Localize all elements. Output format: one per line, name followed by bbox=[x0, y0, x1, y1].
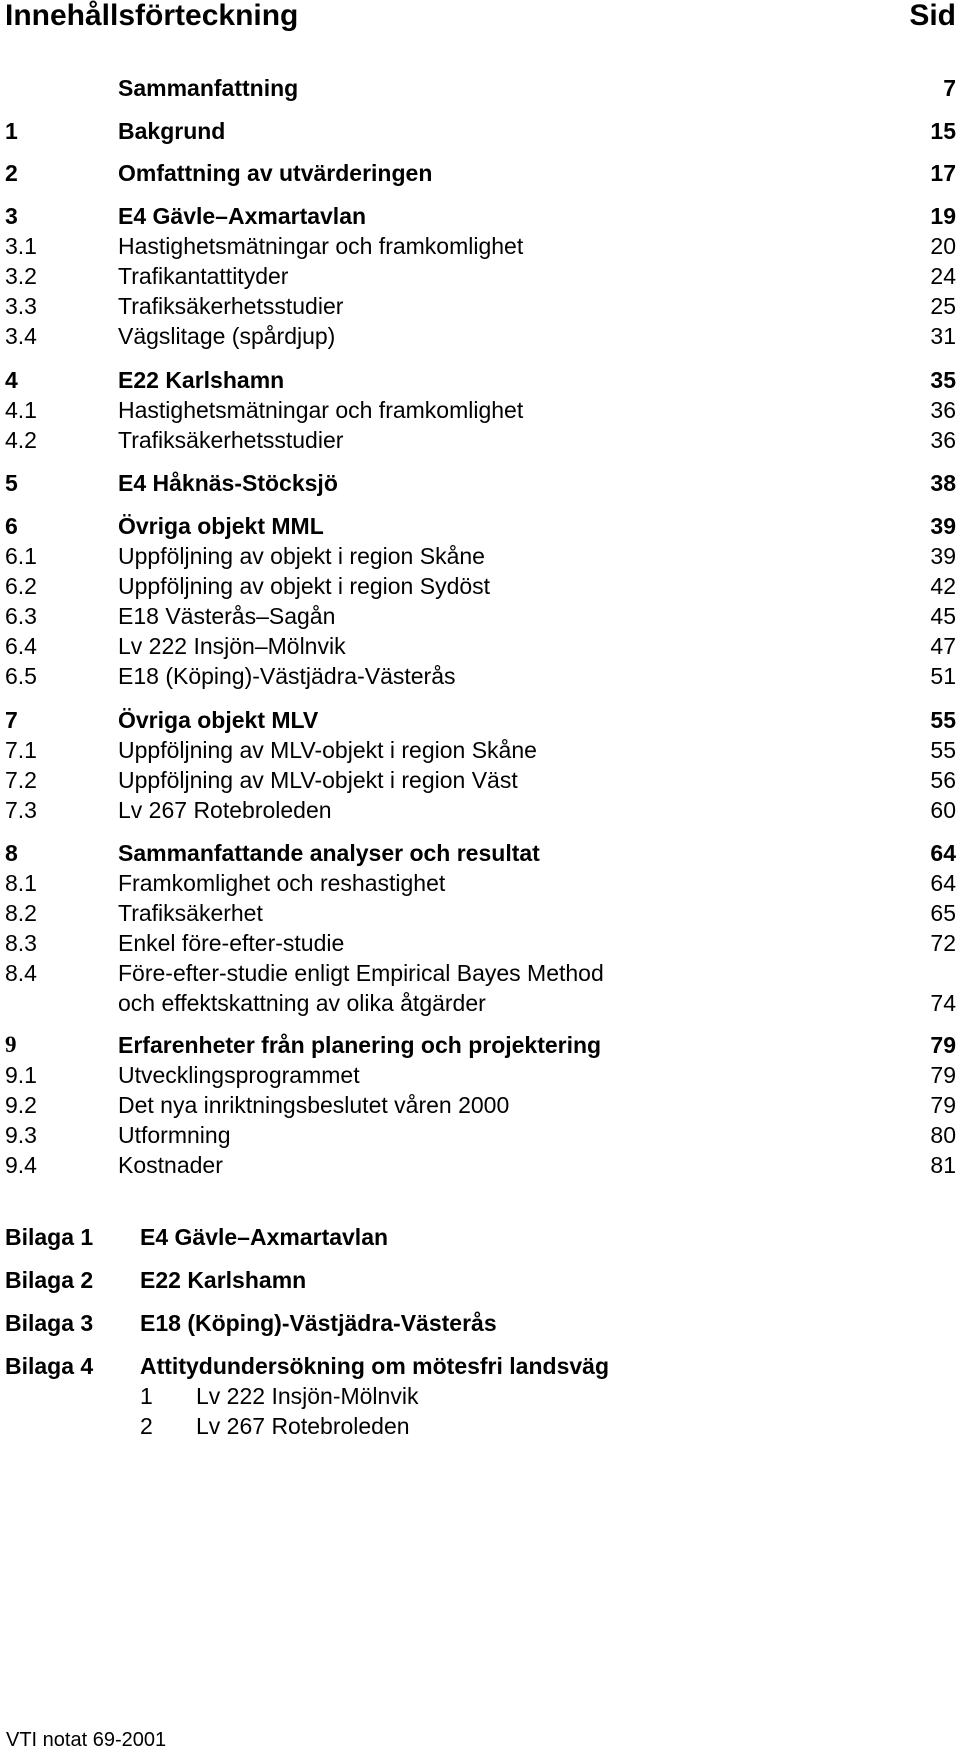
toc-entry-title: Uppföljning av MLV-objekt i region Väst bbox=[118, 767, 518, 793]
toc-entry-page: 79 bbox=[930, 1092, 956, 1118]
toc-entry[interactable] bbox=[0, 1120, 960, 1150]
toc-entry-number: 6.2 bbox=[5, 573, 37, 599]
toc-entry[interactable] bbox=[0, 291, 960, 321]
toc-entry-title: Sammanfattning bbox=[118, 75, 299, 101]
toc-entry[interactable] bbox=[0, 631, 960, 661]
toc-entry-page: 74 bbox=[930, 990, 956, 1016]
toc-entry-page: 36 bbox=[930, 427, 956, 453]
toc-entry-title: Uppföljning av objekt i region Sydöst bbox=[118, 573, 491, 599]
appendix-title: E4 Gävle–Axmartavlan bbox=[140, 1224, 389, 1250]
toc-entry-title: E18 Västerås–Sagån bbox=[118, 603, 336, 629]
toc-entry-number: 6.4 bbox=[5, 633, 37, 659]
toc-entry[interactable] bbox=[0, 661, 960, 691]
toc-entry-title: Övriga objekt MLV bbox=[118, 707, 319, 733]
toc-entry-title: E18 (Köping)-Västjädra-Västerås bbox=[118, 663, 456, 689]
toc-entry-page: 80 bbox=[930, 1122, 956, 1148]
toc-entry-page: 25 bbox=[930, 293, 956, 319]
toc-entry-page: 36 bbox=[930, 397, 956, 423]
toc-entry-number: 5 bbox=[5, 470, 18, 496]
toc-entry[interactable] bbox=[0, 261, 960, 291]
toc-entry-page: 47 bbox=[930, 633, 956, 659]
toc-entry-number: 1 bbox=[5, 118, 18, 144]
toc-entry-number: 8.4 bbox=[5, 960, 37, 986]
toc-entry-title: Övriga objekt MML bbox=[118, 513, 324, 539]
toc-entry-number: 6.1 bbox=[5, 543, 37, 569]
appendix-subitem-title: Lv 222 Insjön-Mölnvik bbox=[196, 1383, 419, 1409]
toc-entry-number: 7.1 bbox=[5, 737, 37, 763]
appendix-subitem-title: Lv 267 Rotebroleden bbox=[196, 1413, 410, 1439]
toc-entry[interactable] bbox=[0, 1060, 960, 1090]
toc-entry-number: 9.2 bbox=[5, 1092, 37, 1118]
toc-entry[interactable] bbox=[0, 988, 960, 1018]
toc-entry-page: 39 bbox=[930, 543, 956, 569]
toc-entry[interactable] bbox=[0, 231, 960, 261]
toc-entry-title: Utvecklingsprogrammet bbox=[118, 1062, 360, 1088]
toc-entry-title: Trafikantattityder bbox=[118, 263, 289, 289]
toc-entry-number: 9.4 bbox=[5, 1152, 37, 1178]
toc-entry-page: 65 bbox=[930, 900, 956, 926]
appendix-entry[interactable] bbox=[0, 1265, 960, 1295]
toc-entry-number: 9.3 bbox=[5, 1122, 37, 1148]
appendix-entry[interactable] bbox=[0, 1351, 960, 1381]
appendix-title: Attitydundersökning om mötesfri landsväg bbox=[140, 1353, 609, 1379]
toc-entry-title: Erfarenheter från planering och projektering bbox=[118, 1032, 602, 1058]
toc-entry[interactable] bbox=[0, 425, 960, 455]
toc-entry[interactable] bbox=[0, 395, 960, 425]
appendix-label: Bilaga 1 bbox=[5, 1224, 94, 1250]
toc-entry-page: 56 bbox=[930, 767, 956, 793]
toc-entry-title: Enkel före-efter-studie bbox=[118, 930, 345, 956]
toc-entry-number: 8.2 bbox=[5, 900, 37, 926]
toc-entry-page: 35 bbox=[930, 367, 956, 393]
toc-entry-page: 79 bbox=[930, 1062, 956, 1088]
toc-entry-title: Sammanfattande analyser och resultat bbox=[118, 840, 540, 866]
toc-entry[interactable] bbox=[0, 928, 960, 958]
toc-entry-title: Hastighetsmätningar och framkomlighet bbox=[118, 397, 524, 423]
toc-entry-number: 8.1 bbox=[5, 870, 37, 896]
appendix-subitem bbox=[140, 1381, 418, 1411]
toc-entry-number: 3.2 bbox=[5, 263, 37, 289]
toc-entry-page: 19 bbox=[930, 203, 956, 229]
appendix-entry[interactable] bbox=[0, 1308, 960, 1338]
toc-entry-number: 4 bbox=[5, 367, 18, 393]
toc-entry[interactable] bbox=[0, 468, 960, 498]
toc-entry-number: 7 bbox=[5, 707, 18, 733]
appendix-title: E18 (Köping)-Västjädra-Västerås bbox=[140, 1310, 497, 1336]
toc-entry[interactable] bbox=[0, 116, 960, 146]
toc-entry-page: 60 bbox=[930, 797, 956, 823]
toc-entry[interactable] bbox=[0, 958, 960, 988]
toc-entry[interactable] bbox=[0, 73, 960, 103]
toc-entry[interactable] bbox=[0, 511, 960, 541]
appendix-entry[interactable] bbox=[0, 1222, 960, 1252]
toc-entry-number: 3.1 bbox=[5, 233, 37, 259]
toc-entry-number: 9 bbox=[5, 1032, 17, 1057]
toc-entry-title: Hastighetsmätningar och framkomlighet bbox=[118, 233, 524, 259]
toc-entry[interactable] bbox=[0, 795, 960, 825]
appendix-label: Bilaga 4 bbox=[5, 1353, 94, 1379]
toc-entry-number: 6.5 bbox=[5, 663, 37, 689]
toc-entry-page: 17 bbox=[930, 160, 956, 186]
toc-entry-number: 2 bbox=[5, 160, 18, 186]
toc-entry-page: 55 bbox=[930, 707, 956, 733]
toc-entry-title: Trafiksäkerhet bbox=[118, 900, 263, 926]
document-footer: VTI notat 69-2001 bbox=[6, 1729, 167, 1751]
appendix-title: E22 Karlshamn bbox=[140, 1267, 307, 1293]
toc-entry-number: 3.4 bbox=[5, 323, 37, 349]
toc-entry-page: 38 bbox=[930, 470, 956, 496]
page-column-heading: Sid bbox=[909, 0, 956, 32]
appendix-subitem-number: 2 bbox=[140, 1413, 153, 1439]
toc-entry-page: 64 bbox=[930, 870, 956, 896]
toc-entry-number: 7.3 bbox=[5, 797, 37, 823]
toc-entry-number: 8 bbox=[5, 840, 18, 866]
toc-entry-page: 24 bbox=[930, 263, 956, 289]
toc-entry-number: 7.2 bbox=[5, 767, 37, 793]
toc-entry-number: 3 bbox=[5, 203, 18, 229]
toc-entry-page: 45 bbox=[930, 603, 956, 629]
appendix-subitem-number: 1 bbox=[140, 1383, 153, 1409]
toc-entry-title: E4 Gävle–Axmartavlan bbox=[118, 203, 367, 229]
toc-entry-title: Det nya inriktningsbeslutet våren 2000 bbox=[118, 1092, 510, 1118]
toc-entry-page: 31 bbox=[930, 323, 956, 349]
toc-entry-number: 6.3 bbox=[5, 603, 37, 629]
toc-entry-page: 51 bbox=[930, 663, 956, 689]
toc-entry-page: 15 bbox=[930, 118, 956, 144]
toc-entry-title: Utformning bbox=[118, 1122, 231, 1148]
toc-entry[interactable] bbox=[0, 1150, 960, 1180]
toc-entry[interactable] bbox=[0, 765, 960, 795]
toc-entry-title: Framkomlighet och reshastighet bbox=[118, 870, 446, 896]
toc-entry-page: 64 bbox=[930, 840, 956, 866]
toc-entry-title: Uppföljning av MLV-objekt i region Skåne bbox=[118, 737, 537, 763]
toc-entry-page: 39 bbox=[930, 513, 956, 539]
toc-entry[interactable] bbox=[0, 838, 960, 868]
toc-entry-title: Omfattning av utvärderingen bbox=[118, 160, 433, 186]
toc-entry[interactable] bbox=[0, 1030, 960, 1060]
toc-entry-number: 3.3 bbox=[5, 293, 37, 319]
appendix-subitem bbox=[140, 1411, 410, 1441]
toc-entry[interactable] bbox=[0, 705, 960, 735]
toc-entry[interactable] bbox=[0, 158, 960, 188]
toc-entry[interactable] bbox=[0, 541, 960, 571]
toc-heading: Innehållsförteckning bbox=[5, 0, 299, 32]
toc-entry-title: Före-efter-studie enligt Empirical Bayes Method bbox=[118, 960, 604, 986]
toc-entry[interactable] bbox=[0, 898, 960, 928]
toc-entry[interactable] bbox=[0, 571, 960, 601]
toc-entry-number: 8.3 bbox=[5, 930, 37, 956]
toc-entry[interactable] bbox=[0, 868, 960, 898]
toc-entry[interactable] bbox=[0, 201, 960, 231]
toc-entry-page: 72 bbox=[930, 930, 956, 956]
toc-entry-title: E22 Karlshamn bbox=[118, 367, 285, 393]
toc-entry-title: E4 Håknäs-Stöcksjö bbox=[118, 470, 338, 496]
toc-entry-number: 9.1 bbox=[5, 1062, 37, 1088]
toc-entry-number: 4.2 bbox=[5, 427, 37, 453]
toc-entry-page: 81 bbox=[930, 1152, 956, 1178]
toc-entry-page: 55 bbox=[930, 737, 956, 763]
toc-entry-title: Trafiksäkerhetsstudier bbox=[118, 427, 344, 453]
toc-entry-title: Kostnader bbox=[118, 1152, 223, 1178]
toc-entry-number: 6 bbox=[5, 513, 18, 539]
toc-entry-title: och effektskattning av olika åtgärder bbox=[118, 990, 486, 1016]
toc-entry-title: Lv 267 Rotebroleden bbox=[118, 797, 332, 823]
toc-entry[interactable] bbox=[0, 735, 960, 765]
toc-entry-page: 7 bbox=[943, 75, 956, 101]
toc-entry-title: Trafiksäkerhetsstudier bbox=[118, 293, 344, 319]
toc-entry-title: Bakgrund bbox=[118, 118, 226, 144]
toc-entry-page: 79 bbox=[930, 1032, 956, 1058]
toc-entry-page: 20 bbox=[930, 233, 956, 259]
toc-entry[interactable] bbox=[0, 1090, 960, 1120]
toc-entry-title: Uppföljning av objekt i region Skåne bbox=[118, 543, 485, 569]
toc-entry-page: 42 bbox=[930, 573, 956, 599]
toc-entry-title: Vägslitage (spårdjup) bbox=[118, 323, 336, 349]
toc-entry-number: 4.1 bbox=[5, 397, 37, 423]
toc-entry[interactable] bbox=[0, 601, 960, 631]
appendix-label: Bilaga 2 bbox=[5, 1267, 94, 1293]
appendix-label: Bilaga 3 bbox=[5, 1310, 94, 1336]
toc-entry[interactable] bbox=[0, 321, 960, 351]
toc-entry-title: Lv 222 Insjön–Mölnvik bbox=[118, 633, 346, 659]
toc-entry[interactable] bbox=[0, 365, 960, 395]
